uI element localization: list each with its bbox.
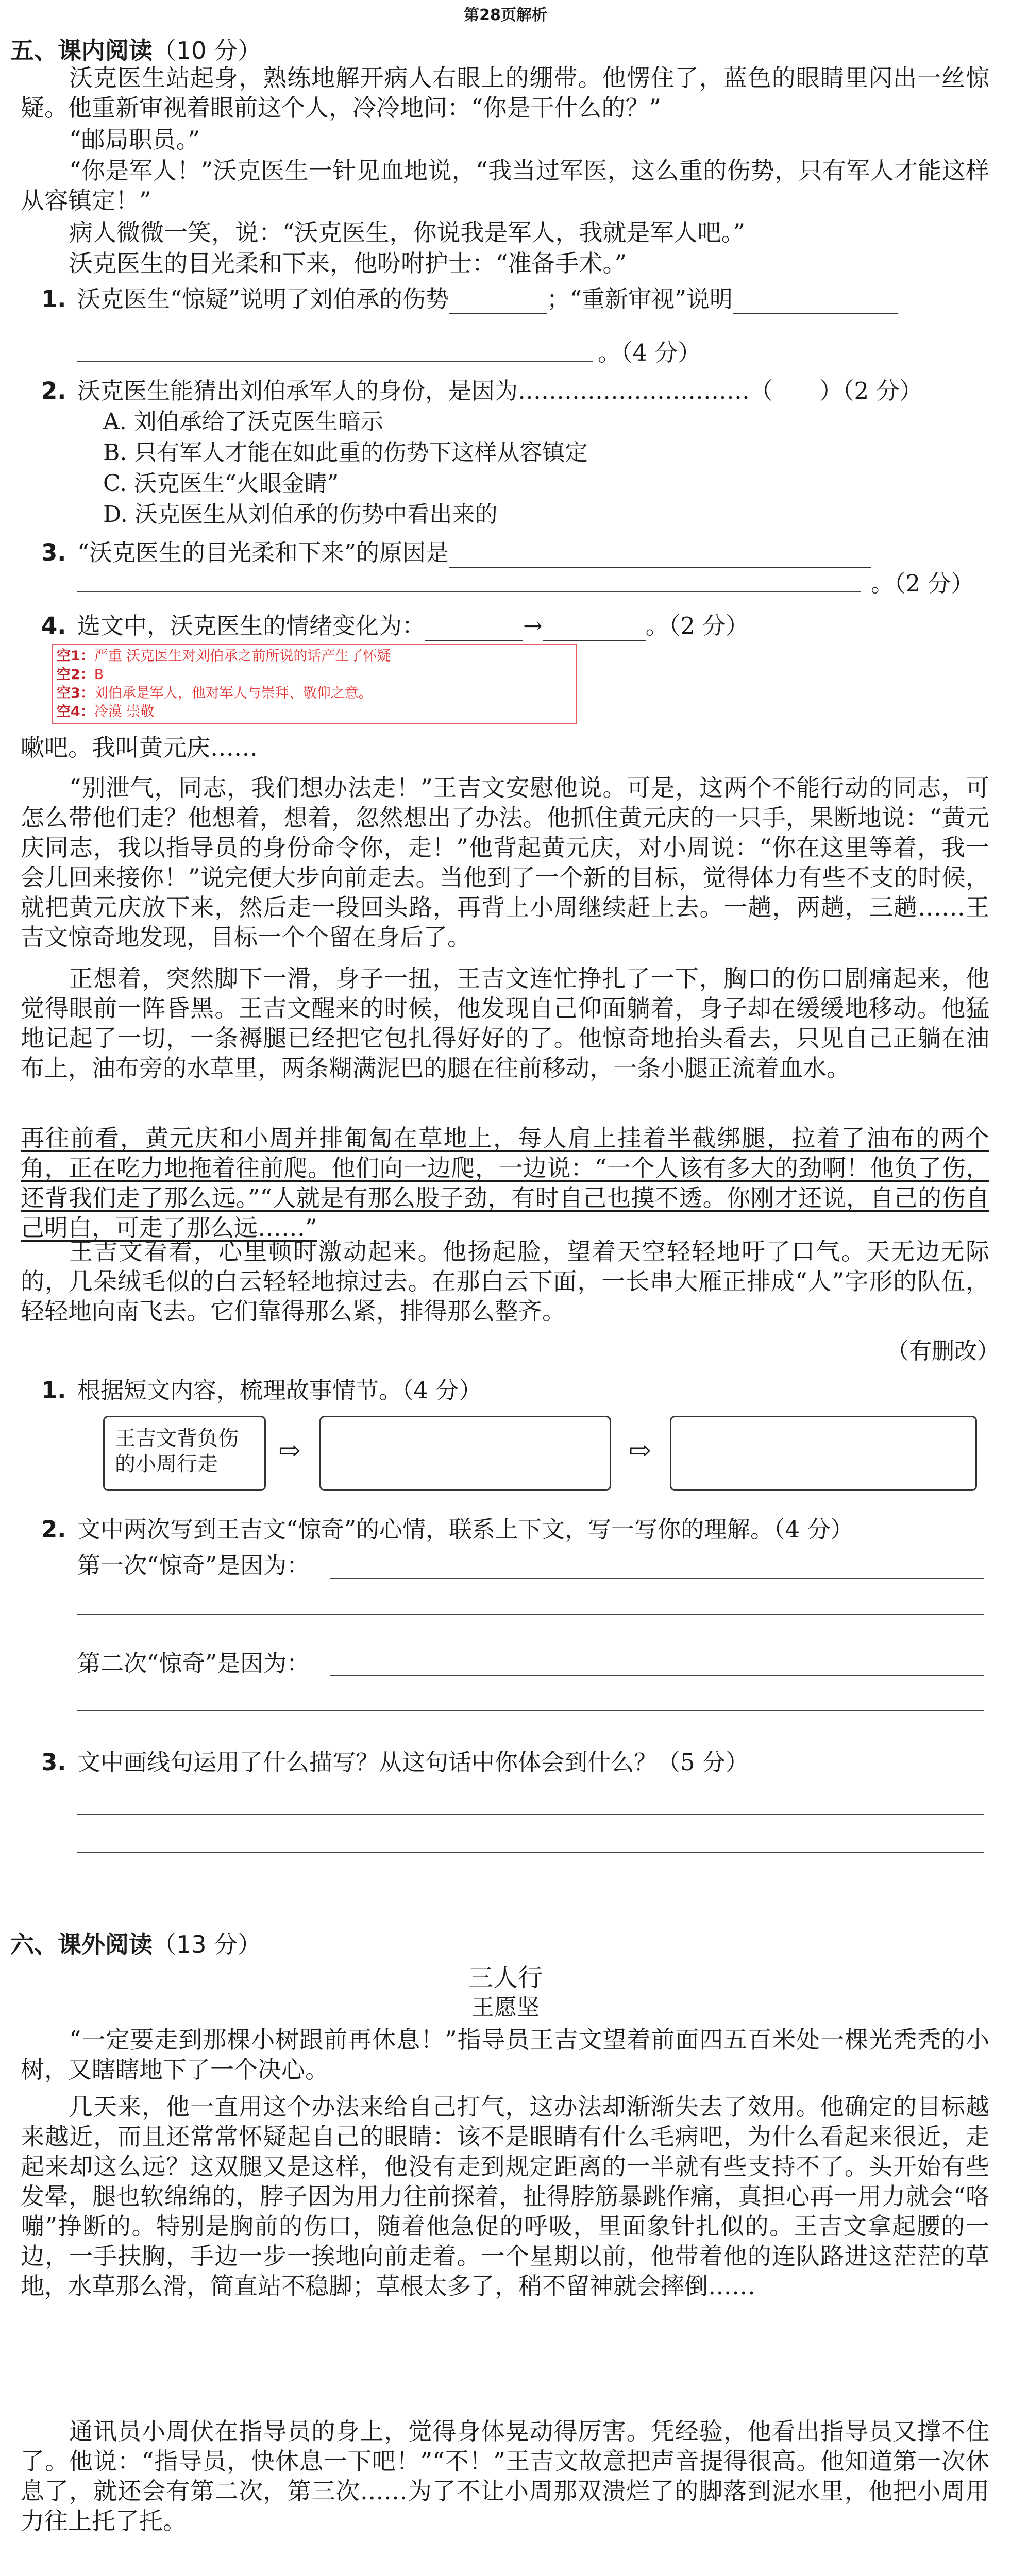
option-a[interactable]: A. 刘伯承给了沃克医生暗示 [103,409,383,435]
answer-line-item: 空2：B [57,667,104,683]
p2-question-3: 3. 文中画线句运用了什么描写？从这句话中你体会到什么？（5 分） [41,1749,749,1776]
passage2-paragraph: “别泄气，同志，我们想办法走！”王吉文安慰他说。可是，这两个不能行动的同志，可怎么带他们走？他想着，想着，忽然想出了办法。他抓住黄元庆的一只手，果断地说：“黄元庆同志，我以指导员的身份命令你，走！”他背起黄元庆，对小周说：“你在这里等着，我一会儿回来接你！”说完便大步向前走去。当他到了一个新的目标，觉得体力有些不支的时候，就把黄元庆放下来，然后走一段回头路，再背上小周继续赶上去。一趟，两趟，三趟……王吉文惊奇地发现，目标一个个留在身后了。 [21,774,989,951]
option-b[interactable]: B. 只有军人才能在如此重的伤势下这样从容镇定 [103,439,588,466]
s5-paragraph: 病人微微一笑，说：“沃克医生，你说我是军人，我就是军人吧。” [69,218,746,246]
p2-q2-second: 第二次“惊奇”是因为： [77,1650,310,1677]
passage2-paragraph: 王吉文看着，心里顿时激动起来。他扬起脸，望着天空轻轻地吁了口气。天无边无际的，几朵绒毛似的白云轻轻地掠过去。在那白云下面，一长串大雁正排成“人”字形的队伍，轻轻地向南飞去。它们靠得那么紧，排得那么整齐。 [21,1238,989,1325]
flow-box-1: 王吉文背负伤的小周行走 [103,1416,266,1491]
p2-question-2: 2. 文中两次写到王吉文“惊奇”的心情，联系上下文，写一写你的理解。（4 分） [41,1516,854,1543]
s5-paragraph: 沃克医生站起身，熟练地解开病人右眼上的绷带。他愣住了，蓝色的眼睛里闪出一丝惊疑。他重新审视着眼前这个人，冷冷地问：“你是干什么的？” [21,64,989,122]
answer-line-item: 空4：冷漠 崇敬 [57,704,155,720]
section6-title: 六、课外阅读 [10,1930,153,1958]
answer-key-box [52,644,577,724]
option-d[interactable]: D. 沃克医生从刘伯承的伤势中看出来的 [103,501,498,528]
answer-blank[interactable] [449,291,547,314]
answer-line[interactable] [77,591,861,592]
passage2-paragraph: 正想着，突然脚下一滑，身子一扭，王吉文连忙挣扎了一下，胸口的伤口剧痛起来，他觉得眼前一阵昏黑。王吉文醒来的时候，他发现自己仰面躺着，身子却在缓缓地移动。他猛地记起了一切，一条褥腿已经把它包扎得好好的了。他惊奇地抬头看去，只见自己正躺在油布上，油布旁的水草里，两条糊满泥巴的腿在往前移动，一条小腿正流着血水。 [21,964,989,1082]
section5-title: 五、课内阅读 [10,37,153,64]
s5-question-1: 1. 沃克医生“惊疑”说明了刘伯承的伤势 ；“重新审视”说明 [77,284,989,314]
answer-blank[interactable] [543,617,646,641]
section5-heading [10,32,261,66]
answer-line[interactable] [77,361,593,362]
answer-line[interactable] [77,1852,984,1853]
s5-question-4: 4. 选文中，沃克医生的情绪变化为： → 。（2 分） [77,611,989,641]
answer-line[interactable] [77,1814,984,1815]
article-title: 三人行 [468,1963,543,1992]
s5-question-2: 2. 沃克医生能猜出刘伯承军人的身份，是因为…………………………（ ）（2 分） [41,377,923,404]
passage2-underlined: 再往前看，黄元庆和小周并排匍匐在草地上，每人肩上挂着半截绑腿，拉着了油布的两个角，正在吃力地拖着往前爬。他们向一边爬，一边说：“一个人该有多大的劲啊！他负了伤，还背我们走了那么远。”“人就是有那么股子劲，有时自己也摸不透。你刚才还说，自己的伤自己明白，可走了那么远……” [21,1124,989,1242]
passage2-intro: 嗽吧。我叫黄元庆…… [21,734,258,761]
answer-blank[interactable] [425,617,523,641]
section6-heading [10,1926,261,1960]
source-note: （有删改） [886,1338,1000,1364]
s5-q3-end: 。（2 分） [871,570,974,597]
p2-q2-first: 第一次“惊奇”是因为： [77,1552,310,1579]
p2-question-1: 1. 根据短文内容，梳理故事情节。（4 分） [41,1377,482,1404]
answer-line[interactable] [330,1578,984,1579]
arrow-icon: ⇨ [629,1435,651,1466]
answer-line[interactable] [330,1675,984,1676]
arrow-icon: ⇨ [278,1435,301,1466]
answer-line-item: 空3：刘伯承是军人，他对军人与崇拜、敬仰之意。 [57,685,373,701]
s6-paragraph: 几天来，他一直用这个办法来给自己打气，这办法却渐渐失去了效用。他确定的目标越来越近，而且还常常怀疑起自己的眼睛：该不是眼睛有什么毛病吧，为什么看起来很近，走起来却这么远？这双腿又是这样，他没有走到规定距离的一半就有些支持不了。头开始有些发晕，腿也软绵绵的，脖子因为用力往前探着，扯得脖筋暴跳作痛，真担心再一用力就会“咯嘣”挣断的。特别是胸前的伤口，随着他急促的呼吸，里面象针扎似的。王吉文拿起腰的一边，一手扶胸，手边一步一挨地向前走着。一个星期以前，他带着他的连队路进这茫茫的草地，水草那么滑，简直站不稳脚；草根太多了，稍不留神就会摔倒…… [21,2093,989,2300]
flow-box-2[interactable] [319,1416,611,1491]
answer-blank[interactable] [449,544,871,568]
answer-line[interactable] [77,1614,984,1615]
s5-q1-end: 。（4 分） [598,339,701,366]
s6-paragraph: “一定要走到那棵小树跟前再休息！”指导员王吉文望着前面四五百米处一棵光秃秃的小树，又瞎瞎地下了一个决心。 [21,2026,989,2083]
s5-paragraph: 沃克医生的目光柔和下来，他吩咐护士：“准备手术。” [69,249,627,277]
answer-line[interactable] [77,1710,984,1711]
page-header: 第28页解析 [464,6,547,24]
flow-box-3[interactable] [670,1416,977,1491]
section5-points: （10 分） [153,37,262,64]
s5-question-3: 3. “沃克医生的目光柔和下来”的原因是 [77,538,989,568]
s5-paragraph: “你是军人！”沃克医生一针见血地说，“我当过军医，这么重的伤势，只有军人才能这样从容镇定！” [21,157,989,214]
section6-points: （13 分） [153,1930,262,1958]
article-author: 王愿坚 [471,1994,540,2021]
s6-paragraph: 通讯员小周伏在指导员的身上，觉得身体晃动得厉害。凭经验，他看出指导员又撑不住了。他说：“指导员，快休息一下吧！”“不！”王吉文故意把声音提得很高。他知道第一次休息了，就还会有第二次，第三次……为了不让小周那双溃烂了的脚落到泥水里，他把小周用力往上托了托。 [21,2417,989,2535]
answer-blank[interactable] [733,291,898,314]
s5-paragraph: “邮局职员。” [69,126,200,154]
answer-line-item: 空1：严重 沃克医生对刘伯承之前所说的话产生了怀疑 [57,648,391,664]
option-c[interactable]: C. 沃克医生“火眼金睛” [103,470,339,497]
